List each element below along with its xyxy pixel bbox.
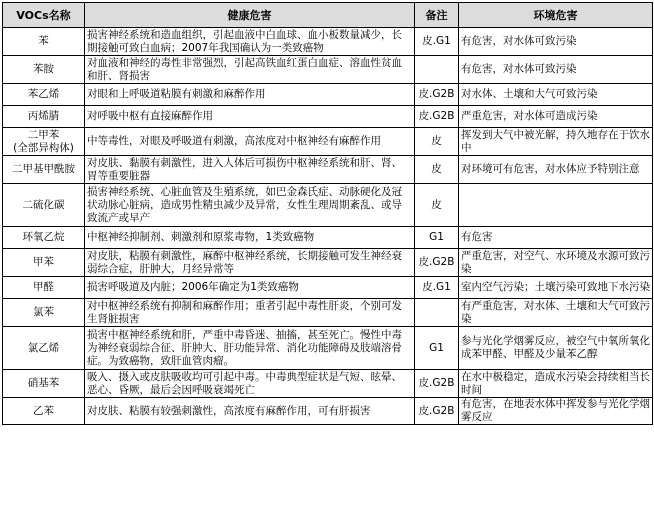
table-row (3, 56, 653, 84)
env-hazard-cell: 在水中极稳定，造成水污染会持续相当长时间 (459, 370, 653, 398)
note-cell: 皮.G2B (415, 249, 459, 277)
env-hazard-cell: 严重危害，对空气、水环境及水源可致污染 (459, 249, 653, 277)
voc-name-cell: 二甲基甲酰胺 (3, 156, 85, 184)
note-cell: 皮.G1 (415, 277, 459, 299)
voc-name-cell: 氯苯 (3, 299, 85, 327)
voc-name-cell: 苯胺 (3, 56, 85, 84)
env-hazard-cell: 有危害，在地表水体中挥发参与光化学烟雾反应 (459, 398, 653, 425)
health-hazard-cell: 对皮肤，粘膜有刺激性，麻醉中枢神经系统，长期接触可发生神经衰弱综合症，肝肿大，月经异常等 (85, 249, 415, 277)
note-cell: 皮.G2B (415, 106, 459, 128)
note-cell: 皮.G1 (415, 28, 459, 56)
health-hazard-cell: 损害中枢神经系统和肝，严重中毒昏迷、抽搐，甚至死亡。慢性中毒为神经衰弱综合征、肝肿大、肝功能异常、消化功能障碍及肢端溶骨症。为致癌物，致肝血管肉瘤。 (85, 327, 415, 370)
table-row (3, 156, 653, 184)
voc-name-cell: 苯乙烯 (3, 84, 85, 106)
header-health-hazard: 健康危害 (85, 3, 415, 28)
note-cell: 皮 (415, 184, 459, 227)
table-row (3, 227, 653, 249)
health-hazard-cell: 对皮肤、粘膜有较强刺激性，高浓度有麻醉作用，可有肝损害 (85, 398, 415, 425)
voc-name-cell: 苯 (3, 28, 85, 56)
table-row (3, 398, 653, 425)
voc-name-cell: 乙苯 (3, 398, 85, 425)
health-hazard-cell: 损害呼吸道及内脏；2006年确定为1类致癌物 (85, 277, 415, 299)
note-cell: 皮.G2B (415, 398, 459, 425)
header-env-hazard: 环境危害 (459, 3, 653, 28)
voc-hazard-table (2, 2, 653, 425)
env-hazard-cell: 对环境可有危害，对水体应予特别注意 (459, 156, 653, 184)
health-hazard-cell: 对中枢神经系统有抑制和麻醉作用；重者引起中毒性肝炎，个别可发生肾脏损害 (85, 299, 415, 327)
env-hazard-cell: 有严重危害，对水体、土壤和大气可致污染 (459, 299, 653, 327)
table-row (3, 249, 653, 277)
voc-name-cell: 丙烯腈 (3, 106, 85, 128)
voc-name-cell: 环氧乙烷 (3, 227, 85, 249)
table-row (3, 184, 653, 227)
voc-name-cell: 硝基苯 (3, 370, 85, 398)
note-cell (415, 56, 459, 84)
header-note: 备注 (415, 3, 459, 28)
table-row (3, 299, 653, 327)
note-cell: G1 (415, 227, 459, 249)
env-hazard-cell: 参与光化学烟雾反应，被空气中氧所氧化成苯甲醛、甲醛及少量苯乙醇 (459, 327, 653, 370)
health-hazard-cell: 损害神经系统和造血组织，引起血液中白血球、血小板数量减少，长期接触可致白血病；2007年我国确认为一类致癌物 (85, 28, 415, 56)
health-hazard-cell: 中枢神经抑制剂、刺激剂和原浆毒物，1类致癌物 (85, 227, 415, 249)
env-hazard-cell: 挥发到大气中被光解，持久地存在于饮水中 (459, 128, 653, 156)
voc-name-cell: 氯乙烯 (3, 327, 85, 370)
env-hazard-cell: 对水体、土壤和大气可致污染 (459, 84, 653, 106)
header-voc-name: VOCs名称 (3, 3, 85, 28)
table-row (3, 84, 653, 106)
voc-name-cell: 二甲苯 (全部异构体) (3, 128, 85, 156)
env-hazard-cell: 严重危害，对水体可造成污染 (459, 106, 653, 128)
note-cell: 皮 (415, 156, 459, 184)
table-row (3, 327, 653, 370)
health-hazard-cell: 对呼吸中枢有直接麻醉作用 (85, 106, 415, 128)
env-hazard-cell: 有危害，对水体可致污染 (459, 28, 653, 56)
table-row (3, 28, 653, 56)
health-hazard-cell: 对皮肤、黏膜有刺激性，进入人体后可损伤中枢神经系统和肝、肾、胃等重要脏器 (85, 156, 415, 184)
health-hazard-cell: 吸入、摄入或皮肤吸收均可引起中毒。中毒典型症状是气短、眩晕、恶心、昏厥，最后会因呼吸衰竭死亡 (85, 370, 415, 398)
note-cell: 皮 (415, 128, 459, 156)
health-hazard-cell: 损害神经系统、心脏血管及生殖系统，如巴金森氏症、动脉硬化及冠状动脉心脏病，造成男性精虫减少及异常，女性生理周期紊乱、或导致流产或早产 (85, 184, 415, 227)
table-body (3, 28, 653, 425)
voc-name-cell: 甲苯 (3, 249, 85, 277)
table-row (3, 106, 653, 128)
table-row (3, 128, 653, 156)
note-cell: G1 (415, 327, 459, 370)
voc-name-cell: 二硫化碳 (3, 184, 85, 227)
table-header-row (3, 3, 653, 28)
note-cell (415, 299, 459, 327)
env-hazard-cell: 有危害，对水体可致污染 (459, 56, 653, 84)
env-hazard-cell (459, 184, 653, 227)
health-hazard-cell: 中等毒性，对眼及呼吸道有刺激，高浓度对中枢神经有麻醉作用 (85, 128, 415, 156)
note-cell: 皮.G2B (415, 370, 459, 398)
health-hazard-cell: 对血液和神经的毒性非常强烈，引起高铁血红蛋白血症、溶血性贫血和肝、肾损害 (85, 56, 415, 84)
env-hazard-cell: 室内空气污染；土壤污染可致地下水污染 (459, 277, 653, 299)
env-hazard-cell: 有危害 (459, 227, 653, 249)
note-cell: 皮.G2B (415, 84, 459, 106)
table-row (3, 370, 653, 398)
voc-name-cell: 甲醛 (3, 277, 85, 299)
health-hazard-cell: 对眼和上呼吸道粘膜有刺激和麻醉作用 (85, 84, 415, 106)
table-row (3, 277, 653, 299)
